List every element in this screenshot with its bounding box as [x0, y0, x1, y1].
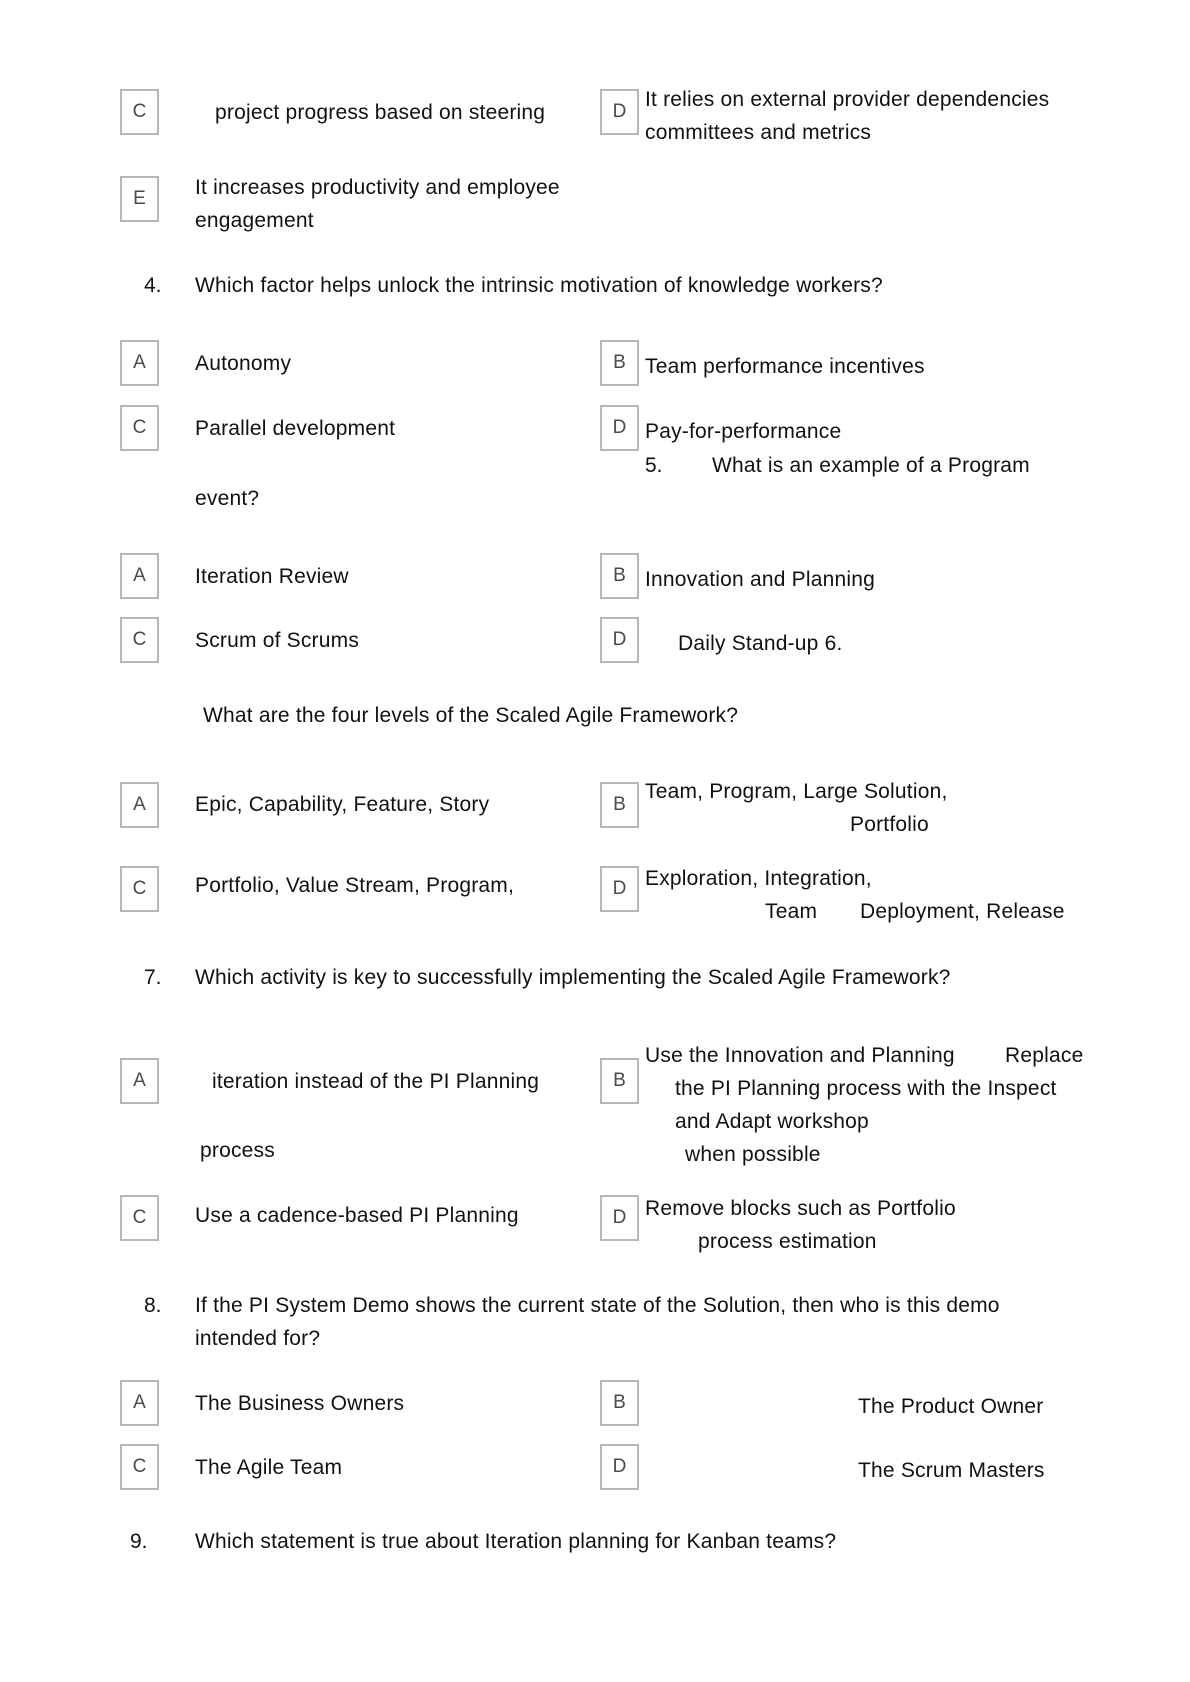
q5-option-a-box[interactable]: A: [120, 553, 159, 599]
q6-option-c-continuation: Team: [765, 900, 818, 923]
question-number-8: 8.: [144, 1294, 162, 1317]
q7-option-a-text-line2: process: [200, 1139, 275, 1162]
question-7-text: Which activity is key to successfully implementing the Scaled Agile Framework?: [195, 966, 951, 989]
q7-option-d-text-line2: process estimation: [698, 1230, 877, 1253]
option-c-box[interactable]: C: [120, 89, 159, 135]
question-number-9: 9.: [130, 1530, 148, 1553]
q6-option-d-text-line2: Deployment, Release: [860, 900, 1065, 923]
q7-option-b-text-line4: when possible: [685, 1143, 821, 1166]
question-6-text: What are the four levels of the Scaled Agile Framework?: [203, 704, 739, 727]
q6-option-b-text-line1: Team, Program, Large Solution,: [645, 780, 948, 803]
q6-option-b-text-line2: Portfolio: [850, 813, 929, 836]
question-number-7: 7.: [144, 966, 162, 989]
q7-option-a-text-line1: iteration instead of the PI Planning: [212, 1070, 540, 1093]
option-d-box[interactable]: D: [600, 89, 639, 135]
question-4-text: Which factor helps unlock the intrinsic motivation of knowledge workers?: [195, 274, 883, 297]
q4-option-a-text: Autonomy: [195, 352, 292, 375]
q7-option-d-box[interactable]: D: [600, 1195, 639, 1241]
q8-option-b-box[interactable]: B: [600, 1380, 639, 1426]
option-e-box[interactable]: E: [120, 176, 159, 222]
q4-option-d-text: Pay-for-performance: [645, 420, 842, 443]
question-5-text-part1: What is an example of a Program: [712, 454, 1030, 477]
q8-option-d-text: The Scrum Masters: [858, 1459, 1045, 1482]
q5-option-d-text: Daily Stand-up 6.: [678, 632, 843, 655]
question-9-text: Which statement is true about Iteration planning for Kanban teams?: [195, 1530, 837, 1553]
question-number-4: 4.: [144, 274, 162, 297]
q8-option-d-box[interactable]: D: [600, 1444, 639, 1490]
question-5-text-part2: event?: [195, 487, 260, 510]
q4-option-b-box[interactable]: B: [600, 340, 639, 386]
q7-option-b-box[interactable]: B: [600, 1058, 639, 1104]
q8-option-a-text: The Business Owners: [195, 1392, 405, 1415]
q5-option-d-box[interactable]: D: [600, 617, 639, 663]
q4-option-a-box[interactable]: A: [120, 340, 159, 386]
q8-option-a-box[interactable]: A: [120, 1380, 159, 1426]
q5-option-c-text: Scrum of Scrums: [195, 629, 360, 652]
q5-option-b-text: Innovation and Planning: [645, 568, 875, 591]
q7-option-c-box[interactable]: C: [120, 1195, 159, 1241]
q8-option-c-text: The Agile Team: [195, 1456, 343, 1479]
q7-option-c-text: Use a cadence-based PI Planning: [195, 1204, 519, 1227]
q7-option-d-text-line1: Remove blocks such as Portfolio: [645, 1197, 956, 1220]
q5-option-c-box[interactable]: C: [120, 617, 159, 663]
q4-option-d-box[interactable]: D: [600, 405, 639, 451]
question-number-5: 5.: [645, 454, 663, 477]
q8-option-c-box[interactable]: C: [120, 1444, 159, 1490]
option-e-text-line1: It increases productivity and employee: [195, 176, 560, 199]
q8-option-b-text: The Product Owner: [858, 1395, 1044, 1418]
option-d-text-line2: committees and metrics: [645, 121, 872, 144]
q5-option-a-text: Iteration Review: [195, 565, 349, 588]
q4-option-c-text: Parallel development: [195, 417, 396, 440]
q6-option-b-box[interactable]: B: [600, 782, 639, 828]
q6-option-c-box[interactable]: C: [120, 866, 159, 912]
q6-option-a-text: Epic, Capability, Feature, Story: [195, 793, 490, 816]
q4-option-b-text: Team performance incentives: [645, 355, 925, 378]
option-e-text-line2: engagement: [195, 209, 314, 232]
q7-option-b-text-line2: the PI Planning process with the Inspect: [675, 1077, 1057, 1100]
question-8-text-line1: If the PI System Demo shows the current state of the Solution, then who is this demo: [195, 1294, 1000, 1317]
q4-option-c-box[interactable]: C: [120, 405, 159, 451]
q6-option-a-box[interactable]: A: [120, 782, 159, 828]
q6-option-d-text-line1: Exploration, Integration,: [645, 867, 872, 890]
option-c-text: project progress based on steering: [215, 101, 546, 124]
q6-option-d-box[interactable]: D: [600, 866, 639, 912]
q7-option-b-replace: Replace: [1005, 1044, 1084, 1067]
question-8-text-line2: intended for?: [195, 1327, 321, 1350]
q6-option-c-text: Portfolio, Value Stream, Program,: [195, 874, 515, 897]
q7-option-b-text-line1: Use the Innovation and Planning: [645, 1044, 955, 1067]
q5-option-b-box[interactable]: B: [600, 553, 639, 599]
q7-option-b-text-line3: and Adapt workshop: [675, 1110, 869, 1133]
q7-option-a-box[interactable]: A: [120, 1058, 159, 1104]
option-d-text-line1: It relies on external provider dependencies: [645, 88, 1050, 111]
